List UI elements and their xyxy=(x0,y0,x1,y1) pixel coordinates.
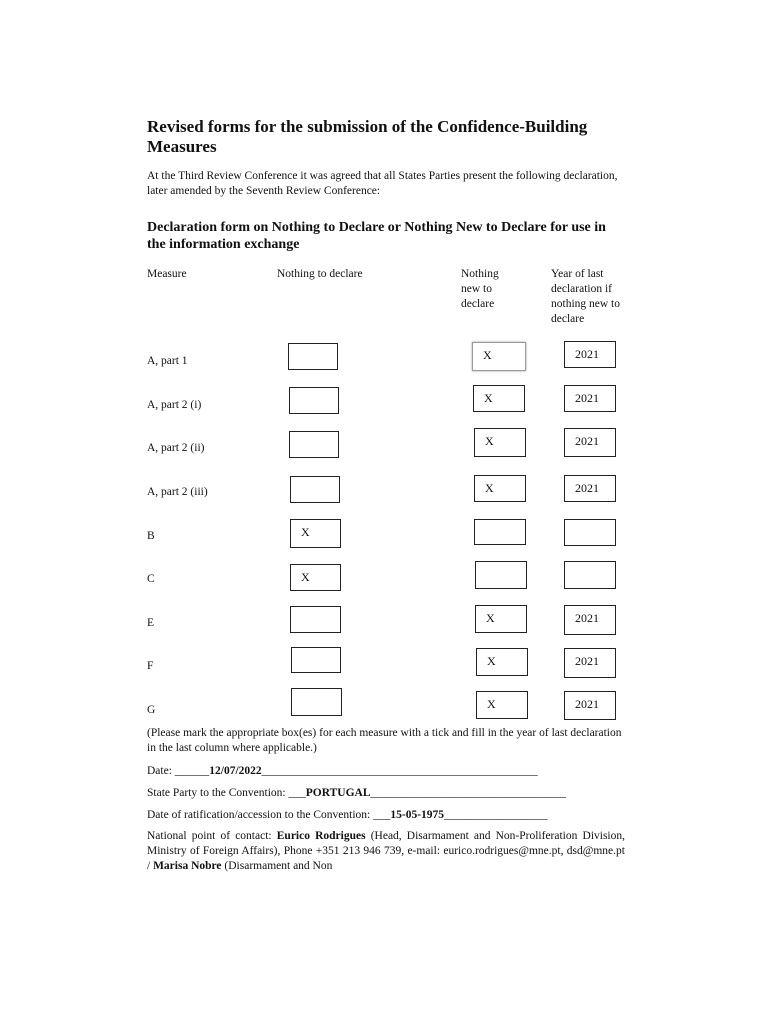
nothing-new-box[interactable] xyxy=(474,519,526,545)
year-box[interactable] xyxy=(564,605,616,635)
contact-label: National point of contact: xyxy=(147,830,277,842)
contact-details: (Head, Disarmament and Non-Proliferation Division, Ministry of Foreign Affairs), Phone +351 213 946 739, e-mail: eurico.rodrigues@mne.pt, dsd@mne.pt / xyxy=(147,830,625,872)
date-prefix: Date: ______ xyxy=(147,765,210,777)
year-box[interactable] xyxy=(564,519,616,546)
ratification-value: 15-05-1975 xyxy=(390,809,445,821)
nothing-new-box[interactable] xyxy=(474,475,526,502)
date-suffix: ________________________________________________ xyxy=(261,765,538,777)
nothing-new-box[interactable] xyxy=(476,648,528,676)
contact-details-continued: (Disarmament and Non xyxy=(221,860,333,872)
ratification-prefix: Date of ratification/accession to the Convention: ___ xyxy=(147,809,391,821)
row-label: E xyxy=(147,617,155,629)
checkbox-mark: X xyxy=(486,611,495,625)
checkbox-mark: X xyxy=(487,654,496,668)
checkbox-mark: X xyxy=(487,697,496,711)
column-header-nothing-new-line: new to xyxy=(461,283,492,295)
nothing-to-declare-box[interactable] xyxy=(290,519,341,548)
year-value: 2021 xyxy=(575,347,599,361)
state-suffix: __________________________________ xyxy=(370,787,567,799)
year-box[interactable] xyxy=(564,561,616,589)
column-header-measure: Measure xyxy=(147,268,187,280)
nothing-to-declare-box[interactable] xyxy=(290,564,341,591)
checkbox-mark: X xyxy=(301,570,310,584)
row-label: A, part 1 xyxy=(147,355,188,367)
nothing-new-box[interactable] xyxy=(473,385,525,412)
nothing-new-box[interactable] xyxy=(475,561,527,589)
row-label: C xyxy=(147,573,155,585)
nothing-new-box[interactable] xyxy=(472,342,526,371)
year-value: 2021 xyxy=(575,697,599,711)
state-value: PORTUGAL xyxy=(305,787,371,799)
nothing-to-declare-box[interactable] xyxy=(291,647,341,673)
nothing-to-declare-box[interactable] xyxy=(290,476,340,503)
checkbox-mark: X xyxy=(485,481,494,495)
row-label: A, part 2 (ii) xyxy=(147,442,205,454)
nothing-to-declare-box[interactable] xyxy=(289,387,339,414)
year-box[interactable] xyxy=(564,341,616,368)
column-header-year-line: declaration if xyxy=(551,283,612,295)
contact-paragraph xyxy=(147,829,625,874)
column-header-year-line: Year of last xyxy=(551,268,604,280)
instruction-note: (Please mark the appropriate box(es) for each measure with a tick and fill in the year of last declaration in the last column where applicable.) xyxy=(147,727,622,754)
nothing-to-declare-box[interactable] xyxy=(288,343,338,370)
year-box[interactable] xyxy=(564,428,616,457)
year-value: 2021 xyxy=(575,654,599,668)
form-title: Declaration form on Nothing to Declare or Nothing New to Declare for use in the information exchange xyxy=(147,220,606,252)
year-value: 2021 xyxy=(575,481,599,495)
intro-paragraph: At the Third Review Conference it was agreed that all States Parties present the following declaration, later amended by the Seventh Review Conference: xyxy=(147,170,618,197)
nothing-to-declare-box[interactable] xyxy=(290,606,341,633)
nothing-new-box[interactable] xyxy=(474,428,526,457)
column-header-nothing-new-line: Nothing xyxy=(461,268,499,280)
nothing-new-box[interactable] xyxy=(475,605,527,633)
column-header-year-line: declare xyxy=(551,313,585,325)
year-box[interactable] xyxy=(564,648,616,678)
year-value: 2021 xyxy=(575,391,599,405)
checkbox-mark: X xyxy=(483,348,492,362)
checkbox-mark: X xyxy=(485,434,494,448)
contact-name-secondary: Marisa Nobre xyxy=(153,860,222,872)
ratification-suffix: __________________ xyxy=(444,809,548,821)
year-box[interactable] xyxy=(564,691,616,720)
state-party-line xyxy=(147,786,625,801)
row-label: A, part 2 (i) xyxy=(147,399,202,411)
column-header-nothing-new xyxy=(461,267,499,312)
nothing-to-declare-box[interactable] xyxy=(289,431,339,458)
row-label: A, part 2 (iii) xyxy=(147,486,208,498)
row-label: G xyxy=(147,704,156,716)
checkbox-mark: X xyxy=(301,525,310,539)
column-header-year xyxy=(551,267,620,327)
column-header-year-line: nothing new to xyxy=(551,298,620,310)
year-value: 2021 xyxy=(575,611,599,625)
page-title: Revised forms for the submission of the Confidence-Building Measures xyxy=(147,117,588,156)
state-prefix: State Party to the Convention: ___ xyxy=(147,787,306,799)
contact-name-primary: Eurico Rodrigues xyxy=(276,830,366,842)
column-header-nothing-to-declare: Nothing to declare xyxy=(277,268,363,280)
year-box[interactable] xyxy=(564,385,616,412)
year-box[interactable] xyxy=(564,475,616,502)
year-value: 2021 xyxy=(575,434,599,448)
row-label: B xyxy=(147,530,155,542)
date-line xyxy=(147,764,625,779)
checkbox-mark: X xyxy=(484,391,493,405)
nothing-new-box[interactable] xyxy=(476,691,528,719)
row-label: F xyxy=(147,660,154,672)
date-value: 12/07/2022 xyxy=(209,765,262,777)
ratification-line xyxy=(147,808,625,823)
nothing-to-declare-box[interactable] xyxy=(291,688,342,716)
column-header-nothing-new-line: declare xyxy=(461,298,495,310)
